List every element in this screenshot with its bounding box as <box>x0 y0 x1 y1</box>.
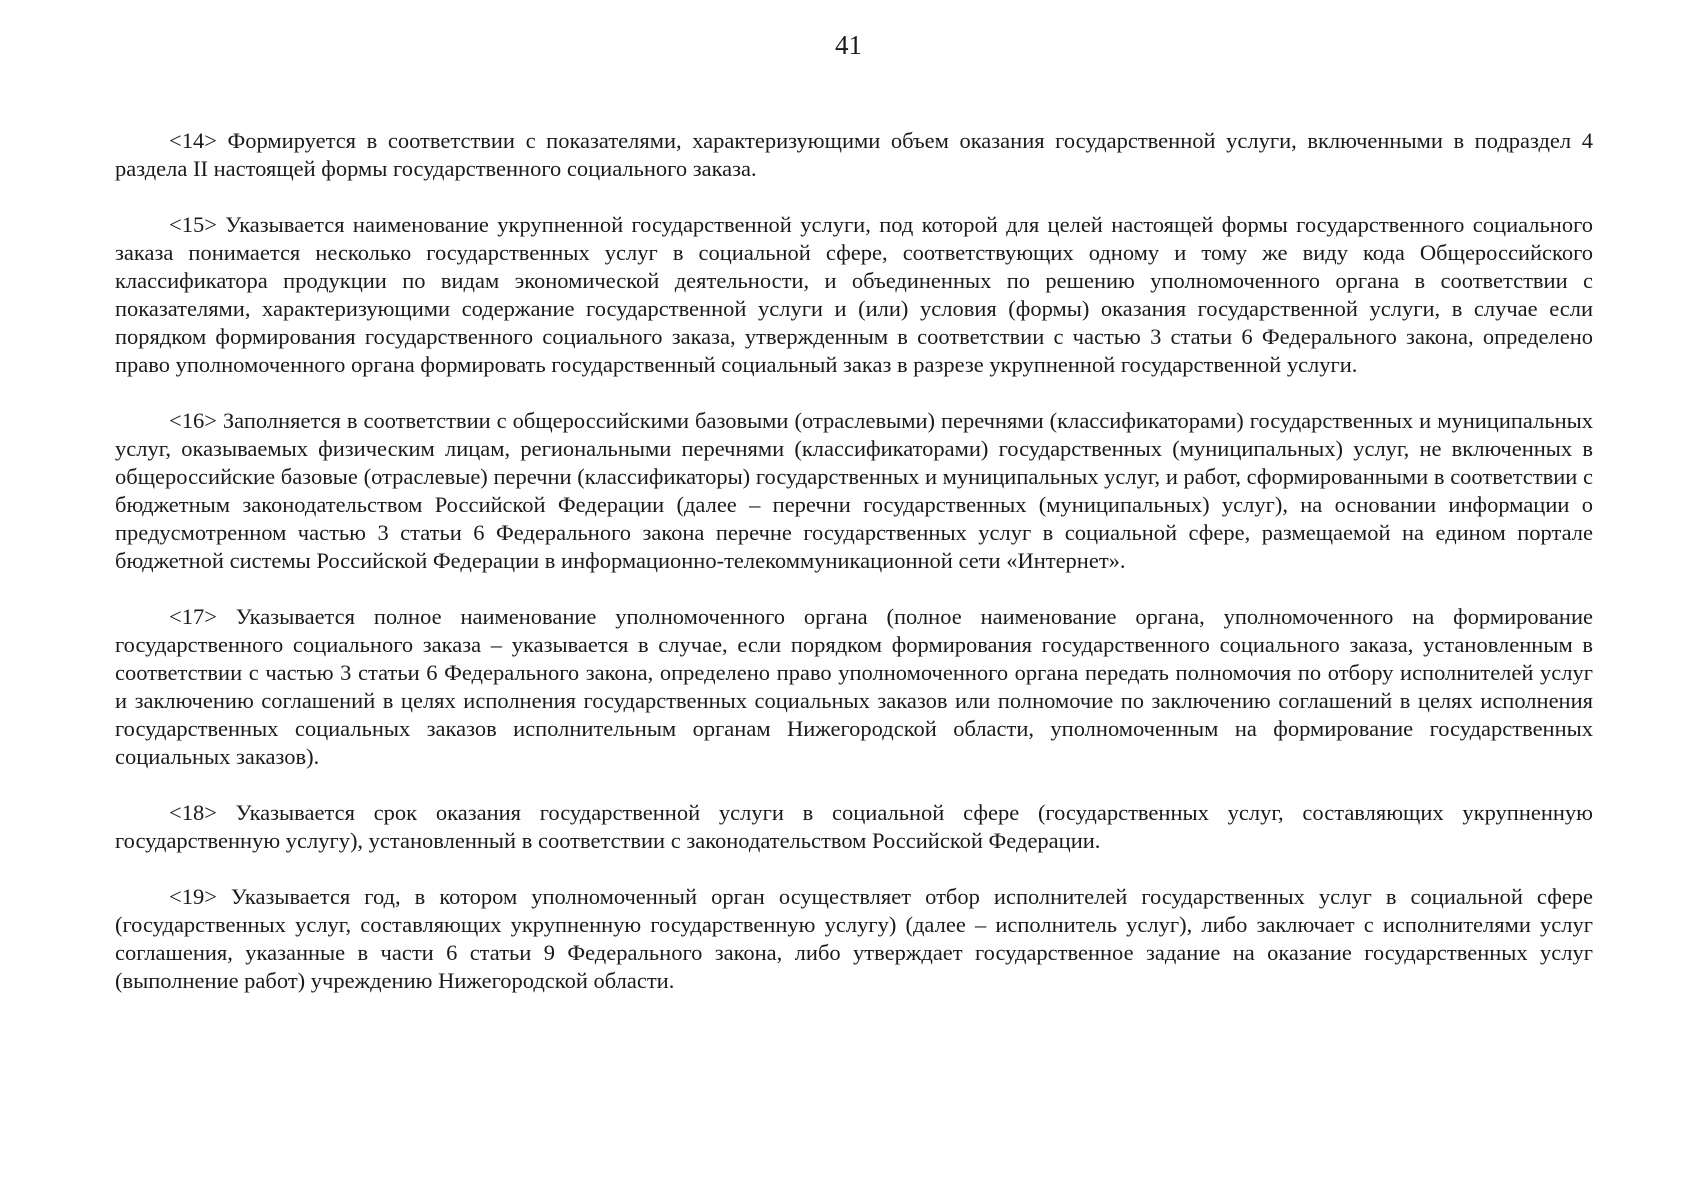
footnote-18: <18> Указывается срок оказания государственной услуги в социальной сфере (государственных услуг, составляющих укрупненную государственную услугу), установленный в соответствии с законодательством Российской Федерации. <box>115 800 1593 853</box>
footnote-16: <16> Заполняется в соответствии с общероссийскими базовыми (отраслевыми) перечнями (классификаторами) государственных и муниципальных услуг, оказываемых физическим лицам, региональными перечнями (классификаторами) государственных (муниципальных) услуг, не включенных в общероссийские базовые (отраслевые) перечни (классификаторы) государственных и муниципальных услуг, и работ, сформированными в соответствии с бюджетным законодательством Российской Федерации (далее – перечни государственных (муниципальных) услуг), на основании информации о предусмотренном частью 3 статьи 6 Федерального закона перечне государственных услуг в социальной сфере, размещаемой на едином портале бюджетной системы Российской Федерации в информационно-телекоммуникационной сети «Интернет». <box>115 408 1593 573</box>
footnotes-list <box>115 127 1593 1023</box>
footnote-14: <14> Формируется в соответствии с показателями, характеризующими объем оказания государственной услуги, включенными в подраздел 4 раздела II настоящей формы государственного социального заказа. <box>115 128 1593 181</box>
footnote-19: <19> Указывается год, в котором уполномоченный орган осуществляет отбор исполнителей государственных услуг в социальной сфере (государственных услуг, составляющих укрупненную государственную услугу) (далее – исполнитель услуг), либо заключает с исполнителями услуг соглашения, указанные в части 6 статьи 9 Федерального закона, либо утверждает государственное задание на оказание государственных услуг (выполнение работ) учреждению Нижегородской области. <box>115 884 1593 993</box>
page-number: 41 <box>835 30 862 60</box>
footnote-17: <17> Указывается полное наименование уполномоченного органа (полное наименование органа, уполномоченного на формирование государственного социального заказа – указывается в случае, если порядком формирования государственного социального заказа, установленным в соответствии с частью 3 статьи 6 Федерального закона, определено право уполномоченного органа передать полномочия по отбору исполнителей услуг и заключению соглашений в целях исполнения государственных социальных заказов или полномочие по заключению соглашений в целях исполнения государственных социальных заказов исполнительным органам Нижегородской области, уполномоченным на формирование государственных социальных заказов). <box>115 604 1593 769</box>
footnote-15: <15> Указывается наименование укрупненной государственной услуги, под которой для целей настоящей формы государственного социального заказа понимается несколько государственных услуг в социальной сфере, соответствующих одному и тому же виду кода Общероссийского классификатора продукции по видам экономической деятельности, и объединенных по решению уполномоченного органа в соответствии с показателями, характеризующими содержание государственной услуги и (или) условия (формы) оказания государственной услуги, в случае если порядком формирования государственного социального заказа, утвержденным в соответствии с частью 3 статьи 6 Федерального закона, определено право уполномоченного органа формировать государственный социальный заказ в разрезе укрупненной государственной услуги. <box>115 212 1593 377</box>
